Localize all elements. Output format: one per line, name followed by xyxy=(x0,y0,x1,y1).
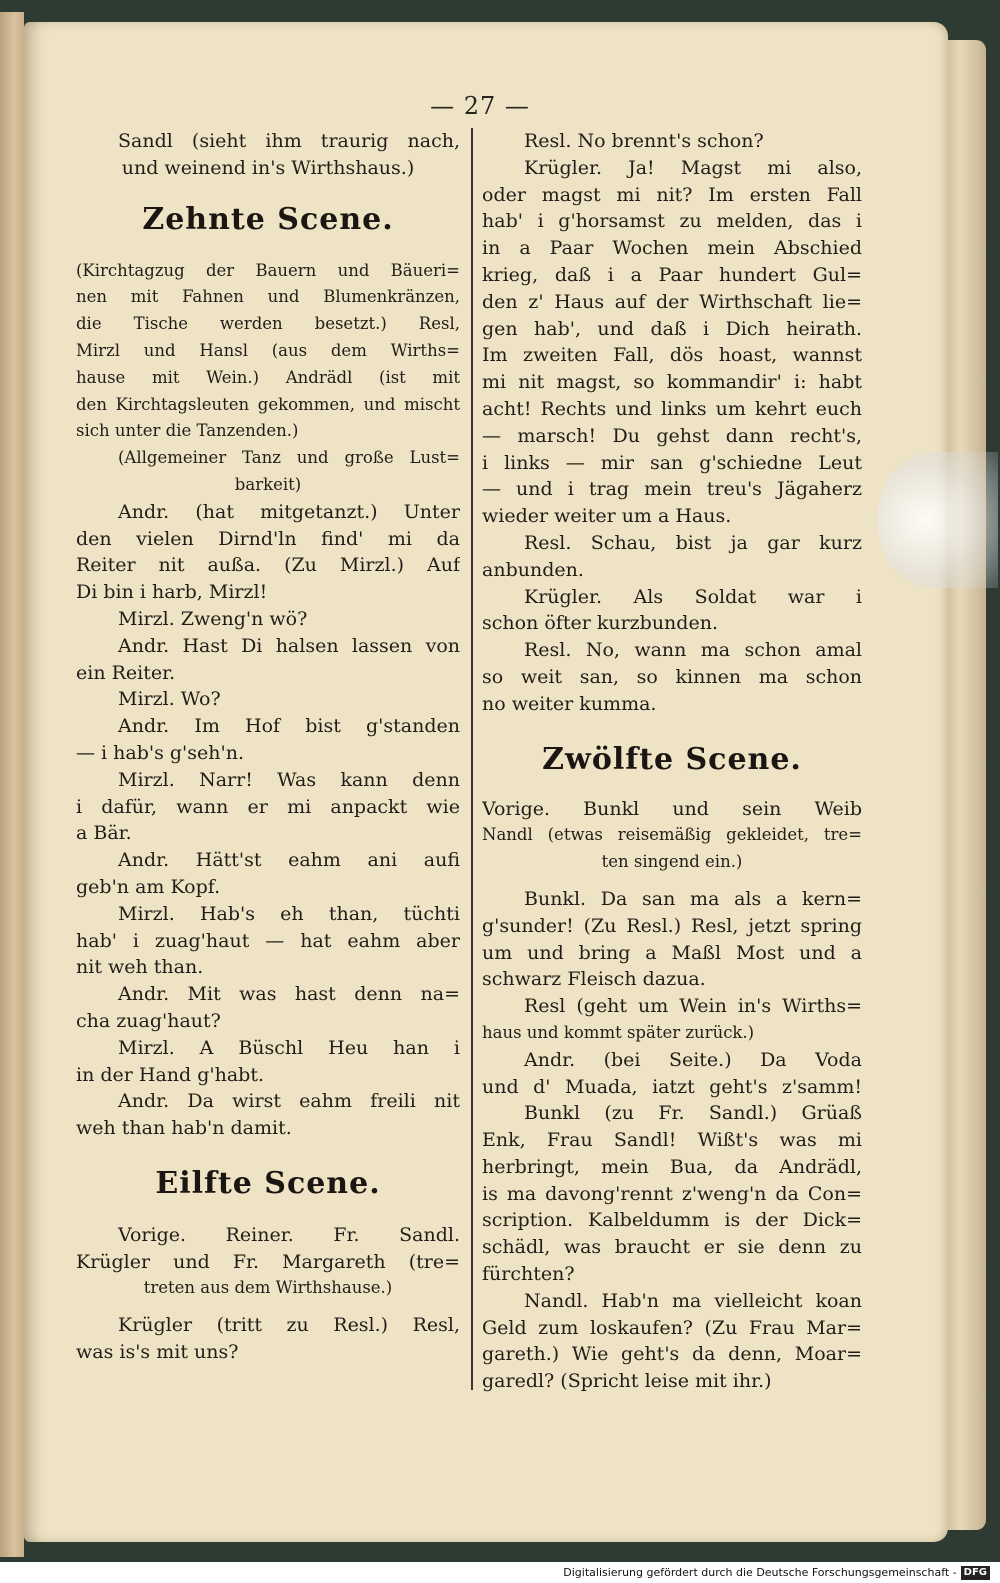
text-line: mi nit magst, so kommandir' i: habt xyxy=(482,371,862,394)
text-line: was is's mit uns? xyxy=(76,1341,239,1364)
text-line: den z' Haus auf der Wirthschaft lie= xyxy=(482,290,862,313)
text-line: Andr. Hätt'st eahm ani aufi xyxy=(118,849,460,872)
dfg-logo: DFG xyxy=(961,1566,990,1580)
right-column xyxy=(482,128,862,1395)
previous-page-edge xyxy=(0,12,24,1557)
text-line: Geld zum loskaufen? (Zu Frau Mar= xyxy=(482,1316,862,1339)
text-line: haus und kommt später zurück.) xyxy=(482,1022,755,1042)
text-line: Andr. Mit was hast denn na= xyxy=(118,983,460,1006)
text-line: barkeit) xyxy=(234,474,302,494)
text-line: i links — mir san g'schiedne Leut xyxy=(482,451,862,474)
text-line: acht! Rechts und links um kehrt euch xyxy=(482,397,862,420)
text-line: fürchten? xyxy=(482,1263,575,1286)
scene-heading: Zehnte Scene. xyxy=(142,201,394,237)
text-line: Vorige. Bunkl und sein Weib xyxy=(482,797,862,820)
spacer xyxy=(76,182,460,200)
scanner-glare xyxy=(878,452,998,588)
text-line: hab' i g'horsamst zu melden, das i xyxy=(482,210,862,233)
column-divider xyxy=(471,128,473,1390)
text-line: Resl. No brennt's schon? xyxy=(524,130,764,152)
text-line: gareth.) Wie geht's da denn, Moar= xyxy=(482,1343,862,1366)
text-line: hab' i zuag'haut — hat eahm aber xyxy=(76,929,460,952)
text-line: i dafür, wann er mi anpackt wie xyxy=(76,795,460,818)
text-line: um und bring a Maßl Most und a xyxy=(482,941,862,964)
text-line: weh than hab'n damit. xyxy=(76,1117,292,1140)
text-line: herbringt, mein Bua, da Andrädl, xyxy=(482,1155,862,1178)
text-line: a Bär. xyxy=(76,822,132,845)
text-line: schädl, was braucht er sie denn zu xyxy=(482,1236,862,1259)
text-line: Andr. (bei Seite.) Da Voda xyxy=(524,1048,862,1071)
text-line: und d' Muada, iatzt geht's z'samm! xyxy=(482,1075,862,1098)
text-line: gen hab', und daß i Dich heirath. xyxy=(482,317,862,340)
scene-heading: Eilfte Scene. xyxy=(155,1165,381,1201)
text-line: Sandl (sieht ihm traurig nach, xyxy=(118,130,460,152)
text-line: — marsch! Du gehst dann recht's, xyxy=(482,424,862,447)
text-line: wieder weiter um a Haus. xyxy=(482,505,732,528)
text-line: (Kirchtagzug der Bauern und Bäueri= xyxy=(76,260,460,280)
text-line: und weinend in's Wirthshaus.) xyxy=(121,156,415,179)
text-line: Krügler (tritt zu Resl.) Resl, xyxy=(118,1314,460,1337)
text-line: Bunkl (zu Fr. Sandl.) Grüaß xyxy=(524,1102,862,1125)
text-line: Krügler und Fr. Margareth (tre= xyxy=(76,1250,460,1273)
text-line: ten singend ein.) xyxy=(601,852,743,872)
text-line: geb'n am Kopf. xyxy=(76,875,221,898)
text-line: no weiter kumma. xyxy=(482,692,657,715)
spacer xyxy=(76,1142,460,1164)
text-line: Andr. (hat mitgetanzt.) Unter xyxy=(118,500,460,523)
text-line: Im zweiten Fall, dös hoast, wannst xyxy=(482,344,862,367)
text-line: Mirzl. Wo? xyxy=(118,688,221,711)
text-line: Krügler. Ja! Magst mi also, xyxy=(524,156,862,179)
text-line: Reiter nit außa. (Zu Mirzl.) Auf xyxy=(76,554,460,577)
spacer xyxy=(76,240,460,258)
spacer xyxy=(76,1302,460,1312)
text-line: Nandl (etwas reisemäßig gekleidet, tre= xyxy=(482,825,862,845)
text-line: schon öfter kurzbunden. xyxy=(482,612,718,635)
text-line: die Tische werden besetzt.) Resl, xyxy=(76,314,460,334)
spacer xyxy=(482,718,862,740)
text-line: Di bin i harb, Mirzl! xyxy=(76,581,268,604)
text-line: is ma davong'rennt z'weng'n da Con= xyxy=(482,1182,862,1205)
text-line: Vorige. Reiner. Fr. Sandl. xyxy=(118,1223,460,1246)
credit-text: Digitalisierung gefördert durch die Deutsche Forschungsgemeinschaft - xyxy=(563,1566,957,1579)
spacer xyxy=(482,780,862,796)
text-line: Mirzl. Hab's eh than, tüchti xyxy=(118,902,460,925)
text-line: Bunkl. Da san ma als a kern= xyxy=(524,887,862,910)
text-line: Mirzl. A Büschl Heu han i xyxy=(118,1036,460,1059)
text-line: Resl. Schau, bist ja gar kurz xyxy=(524,531,862,554)
text-line: Mirzl. Narr! Was kann denn xyxy=(118,768,460,791)
text-line: g'sunder! (Zu Resl.) Resl, jetzt spring xyxy=(482,914,862,937)
text-line: hause mit Wein.) Andrädl (ist mit xyxy=(76,367,460,387)
text-line: — i hab's g'seh'n. xyxy=(76,741,245,764)
text-line: so weit san, so kinnen ma schon xyxy=(482,665,862,688)
text-line: Resl (geht um Wein in's Wirths= xyxy=(524,995,862,1018)
text-line: Mirzl und Hansl (aus dem Wirths= xyxy=(76,340,460,360)
text-line: Nandl. Hab'n ma vielleicht koan xyxy=(524,1289,862,1312)
text-line: ein Reiter. xyxy=(76,661,176,684)
text-line: krieg, daß i a Paar hundert Gul= xyxy=(482,263,862,286)
page-stack-edge xyxy=(944,40,986,1530)
text-line: treten aus dem Wirthshause.) xyxy=(143,1278,393,1298)
text-line: in a Paar Wochen mein Abschied xyxy=(482,237,862,260)
spacer xyxy=(482,876,862,886)
spacer xyxy=(76,1204,460,1222)
text-line: garedl? (Spricht leise mit ihr.) xyxy=(482,1370,772,1393)
text-line: (Allgemeiner Tanz und große Lust= xyxy=(118,448,460,468)
left-column xyxy=(76,128,460,1366)
text-line: den vielen Dirnd'ln find' mi da xyxy=(76,527,460,550)
digitization-credit xyxy=(563,1564,990,1582)
text-line: Andr. Hast Di halsen lassen von xyxy=(118,634,460,657)
text-line: cha zuag'haut? xyxy=(76,1009,221,1032)
text-line: in der Hand g'habt. xyxy=(76,1063,265,1086)
text-line: nen mit Fahnen und Blumenkränzen, xyxy=(76,287,460,307)
text-line: Enk, Frau Sandl! Wißt's was mi xyxy=(482,1129,862,1152)
text-line: Resl. No, wann ma schon amal xyxy=(524,639,862,662)
text-line: sich unter die Tanzenden.) xyxy=(76,421,299,441)
text-line: schwarz Fleisch dazua. xyxy=(482,968,706,991)
scene-heading: Zwölfte Scene. xyxy=(542,741,802,777)
text-line: Andr. Im Hof bist g'standen xyxy=(118,715,460,738)
text-line: anbunden. xyxy=(482,558,584,581)
text-line: scription. Kalbeldumm is der Dick= xyxy=(482,1209,862,1232)
text-line: Mirzl. Zweng'n wö? xyxy=(118,607,308,630)
text-line: oder magst mi nit? Im ersten Fall xyxy=(482,183,862,206)
text-line: Krügler. Als Soldat war i xyxy=(524,585,862,608)
text-line: den Kirchtagsleuten gekommen, und mischt xyxy=(76,394,460,414)
text-line: Andr. Da wirst eahm freili nit xyxy=(118,1090,460,1113)
text-line: — und i trag mein treu's Jägaherz xyxy=(482,478,862,501)
text-line: nit weh than. xyxy=(76,956,204,979)
page-number: — 27 — xyxy=(430,92,530,120)
